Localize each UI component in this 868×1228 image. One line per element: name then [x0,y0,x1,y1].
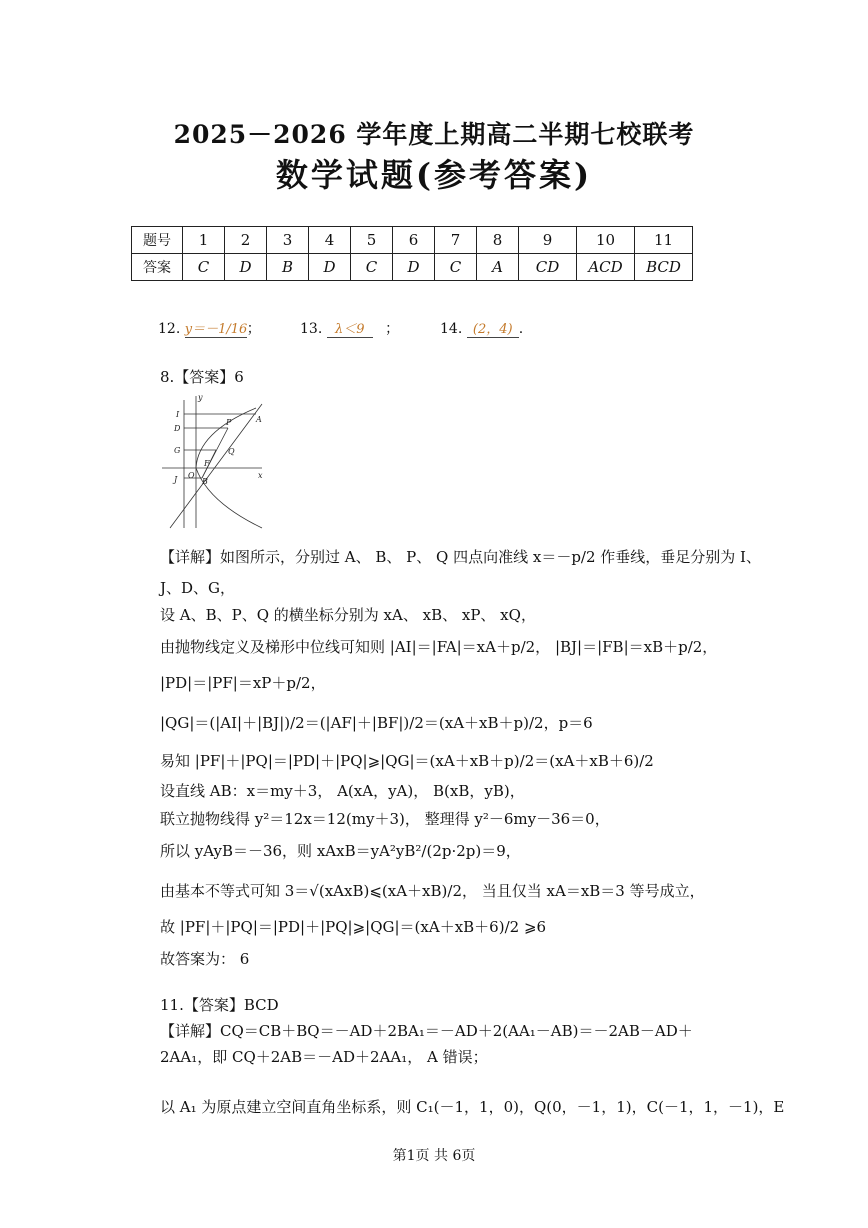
q12-fill: y＝－1/16 [185,318,247,338]
q8-line-7: 易知 |PF|＋|PQ|＝|PD|＋|PQ|⩾|QG|＝(xA＋xB＋p)/2＝(xA＋xB＋6)/2 [160,752,654,770]
table-cell: 5 [351,227,393,254]
table-cell: B [267,254,309,281]
q8-line-6: |QG|＝(|AI|＋|BJ|)/2＝(|AF|＋|BF|)/2＝(xA＋xB＋p)/2，p＝6 [160,714,593,732]
table-cell: C [435,254,477,281]
q8-line-8: 设直线 AB：x＝my＋3， A(xA，yA)， B(xB，yB)， [160,782,525,800]
label-i: I [176,410,180,419]
q8-line-10: 所以 yAyB＝－36，则 xAxB＝yA²yB²/(2p·2p)＝9， [160,842,521,860]
q13-fill: λ＜9 [327,318,373,338]
table-cell: 11 [635,227,693,254]
q11-heading: 11.【答案】BCD [160,996,279,1014]
table-cell: A [477,254,519,281]
label-b: B [202,477,208,486]
label-q: Q [228,447,235,456]
q11-line-1: 【详解】CQ＝CB＋BQ＝－AD＋2BA₁＝－AD＋2(AA₁－AB)＝－2AB－AD＋ [160,1022,693,1040]
label-y: y [198,393,203,402]
q8-line-2: J、D、G， [160,579,236,597]
table-cell: BCD [635,254,693,281]
table-cell: D [225,254,267,281]
table-cell: 8 [477,227,519,254]
table-cell: CD [519,254,577,281]
table-cell: ACD [577,254,635,281]
label-j: J [174,475,178,484]
q8-line-12: 故 |PF|＋|PQ|＝|PD|＋|PQ|⩾|QG|＝(xA＋xB＋6)/2 ⩾6 [160,918,547,936]
parabola-figure [158,392,268,532]
row-label: 题号 [132,227,183,254]
label-g: G [174,446,181,455]
label-f: F [204,459,210,468]
label-d: D [174,424,181,433]
q8-line-5: |PD|＝|PF|＝xP＋p/2， [160,674,326,692]
q14-fill: (2，4) [467,318,519,338]
q8-heading: 8.【答案】6 [160,368,244,386]
table-cell: 6 [393,227,435,254]
table-cell: 9 [519,227,577,254]
table-cell: D [309,254,351,281]
answer-key-title: 数学试题(参考答案) [275,156,593,194]
q13-answer: 13. λ＜9 ； [300,318,399,338]
table-cell: 3 [267,227,309,254]
q8-line-13: 故答案为： 6 [160,950,250,968]
table-cell: D [393,254,435,281]
q11-line-3: 以 A₁ 为原点建立空间直角坐标系，则 C₁(－1，1，0)，Q(0，－1，1)，C(－1，1，－1)，E [160,1098,785,1116]
label-x: x [258,471,263,480]
table-cell: 2 [225,227,267,254]
label-a: A [256,415,262,424]
q8-line-4: 由抛物线定义及梯形中位线可知则 |AI|＝|FA|＝xA＋p/2， |BJ|＝|FB|＝xB＋p/2， [160,638,718,656]
q12-answer: 12. y＝－1/16； [158,318,261,338]
exam-title: 2025－2026 学年度上期高二半期七校联考 [173,120,695,149]
table-cell: C [183,254,225,281]
table-cell: 7 [435,227,477,254]
table-cell: 10 [577,227,635,254]
label-p: P [226,418,232,427]
label-o: O [188,471,195,480]
question-number-row [132,227,693,254]
row-label: 答案 [132,254,183,281]
table-cell: 1 [183,227,225,254]
q8-line-11: 由基本不等式可知 3＝√(xAxB)⩽(xA＋xB)/2， 当且仅当 xA＝xB＝3 等号成立， [160,882,705,900]
table-cell: 4 [309,227,351,254]
q11-line-2: 2AA₁，即 CQ＋2AB＝－AD＋2AA₁， A 错误； [160,1048,488,1066]
q8-line-1: 【详解】如图所示，分别过 A、 B、 P、 Q 四点向准线 x＝－p/2 作垂线，垂足分别为 I、 [160,548,761,566]
answer-row [132,254,693,281]
q14-answer: 14. (2，4) . [440,318,523,338]
table-cell: C [351,254,393,281]
q8-line-3: 设 A、B、P、Q 的横坐标分别为 xA、 xB、 xP、 xQ， [160,606,536,624]
q8-line-9: 联立抛物线得 y²＝12x＝12(my＋3)， 整理得 y²－6my－36＝0， [160,810,610,828]
answer-table [131,226,693,281]
page-footer: 第1页 共 6页 [392,1148,476,1164]
